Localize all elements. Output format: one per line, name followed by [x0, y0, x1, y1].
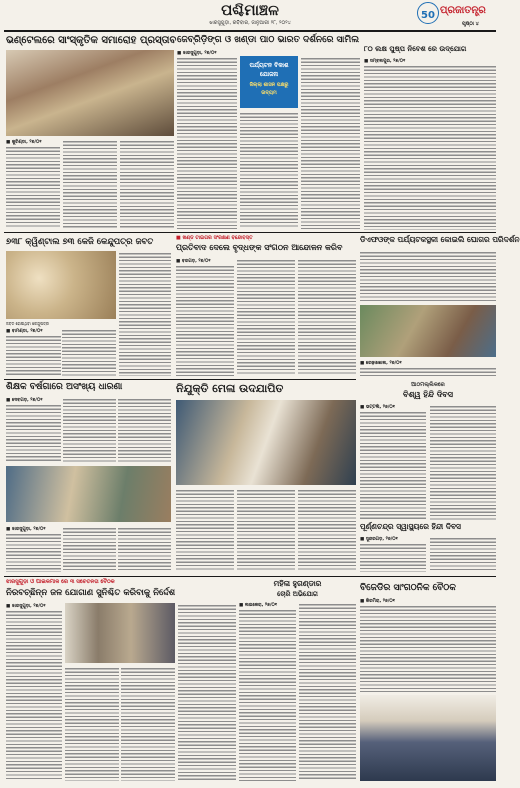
- byline-s11: ■ ଝାରସୁଗୁଡ଼ା, ୨୭/୦୧: [6, 604, 46, 609]
- photo-s8-side: [6, 466, 171, 522]
- body-s8-col5: [237, 488, 295, 572]
- body-s11-col4: [178, 603, 236, 781]
- photo-s13: [360, 695, 496, 781]
- body-s2-col3: [301, 56, 360, 229]
- byline-s9: ■ ଭଟ୍ଟଲି, ୨୭/୦୧: [360, 405, 396, 410]
- body-s11-col2: [65, 666, 119, 781]
- body-s6-top: [360, 250, 496, 302]
- body-s8-col6: [298, 488, 356, 572]
- anniversary-logo: 50: [417, 2, 439, 24]
- body-s5-col1: [176, 264, 234, 376]
- byline-s5: ■ ବରଗଡ଼, ୨୭/୦୧: [176, 259, 211, 264]
- photo-s4: [6, 251, 116, 319]
- headline-s4: ୭୩୮ କ୍ୱିଣ୍ଟାଲ ୭୩ କେଜି କେନ୍ଦୁପତ୍ର ଜବତ: [6, 237, 154, 247]
- headline-s8: ନିଯୁକ୍ତି ମେଳା ଉଦଯାପିତ: [176, 382, 284, 395]
- body-s4-col1: [6, 334, 61, 376]
- body-s11-col3: [121, 666, 175, 781]
- photo-s1: [6, 50, 174, 136]
- body-s8-col2: [63, 526, 116, 572]
- byline-s7: ■ ଦେବଗଡ଼, ୨୭/୦୧: [6, 398, 43, 403]
- byline-s12: ■ ଲଇକେରା, ୨୭/୦୧: [239, 603, 278, 608]
- row-rule-2: [4, 379, 356, 380]
- headline-s11: ନିରବଚ୍ଛିନ୍ନ ଜଳ ଯୋଗାଣ ସୁନିଶ୍ଚିତ କରିବାକୁ ନିର୍ଦ୍ଦେଶ: [6, 588, 176, 598]
- body-s1-col1: [6, 145, 60, 229]
- byline-s8: ■ ଝାରସୁଗୁଡ଼ା, ୨୭/୦୧: [6, 527, 46, 532]
- kicker-s9: ଆଠମଲ୍ଲିକରେ: [411, 382, 445, 388]
- headline-s5: ପ୍ରତିବାଦ ଦେଲେ ବୃଦ୍ଧଙ୍କ ସଂଗଠନ ଆନ୍ଦୋଳନ କରିବ: [176, 243, 343, 252]
- byline-s4: ■ ବାମଣ୍ଡା, ୨୭/୦୧: [6, 329, 43, 334]
- body-s7-col3: [118, 397, 171, 463]
- subhead-s12: ଚୋରି ଅଭିଯୋଗ: [277, 590, 318, 598]
- body-s1-col3: [120, 139, 174, 229]
- headline-s6: ଡିଏଫଓଙ୍କ ପର୍ଯ୍ୟଟକସ୍ଥଳୀ କୋଇଲି ଘୋଗର ପରିଦର୍ଶନ: [360, 235, 520, 244]
- masthead-rule: [4, 30, 496, 32]
- body-s3: [364, 64, 496, 230]
- headline-s2: ଜେବ୍ରିଡ଼ିଙ୍ଗ ଓ ଖଣ୍ଡା ପାଠ ଭାରତ ଦର୍ଶନରେ ସାମିଲ: [177, 35, 360, 45]
- headline-s7: ଶିକ୍ଷକ ବର୍ଷଗାରେ ଅସଂଖ୍ୟ ଧାରଣା: [6, 382, 123, 392]
- byline-s1: ■ କୁଚିଣ୍ଡା, ୨୭/୦୧: [6, 140, 42, 145]
- byline-s10: ■ ସୁନ୍ଦରଗଡ଼, ୨୭/୦୧: [360, 537, 398, 542]
- body-s11-col1: [6, 609, 62, 781]
- byline-s6: ■ ରେଢ଼ାଖୋଲ, ୨୭/୦୧: [360, 361, 402, 366]
- masthead: [0, 0, 500, 30]
- body-s10-col1: [360, 542, 426, 572]
- body-s8-col3: [118, 526, 171, 572]
- byline-s3: ■ ସମ୍ବଲପୁର, ୨୭/୦୧: [364, 59, 406, 64]
- body-s9-col2: [430, 404, 496, 520]
- body-s12-col1: [239, 608, 296, 781]
- body-s13: [360, 604, 496, 692]
- body-s2-col1: [177, 56, 237, 229]
- body-s12-col2: [299, 602, 356, 781]
- headline-s1: ଭଣ୍ଟେଲରେ ସାଂସ୍କୃତିକ ସମାରୋହ ପ୍ରସ୍ତାବ: [6, 35, 177, 46]
- body-s10-col2: [430, 536, 496, 572]
- kicker-s11: ଝାରସୁଗୁଡ଼ା ଓ ପାଇକମାଳ ରେ ୩ ସଚେତନତା ବୈଠକ: [6, 579, 115, 585]
- body-s2-col2: [240, 111, 298, 229]
- photo-s6: [360, 305, 496, 357]
- body-s5-col2: [237, 258, 295, 376]
- body-s7-col2: [63, 397, 116, 463]
- photo-s8-main: [176, 400, 356, 485]
- body-s5-col3: [298, 258, 356, 376]
- section-title: ପଶ୍ଚିମାଞ୍ଚଳ: [221, 1, 279, 19]
- body-s4-col2: [119, 251, 171, 376]
- page-number: ପୃଷ୍ଠା ୪: [462, 21, 479, 27]
- highlight-box-s2: ପର୍ଯ୍ୟଟନ ବିକାଶ ଯୋଜନା ଜିଲ୍ଲା ଶାସନ ପକ୍ଷରୁ ଉଦ୍ୟମ: [240, 56, 298, 108]
- body-s8-col4: [176, 488, 234, 572]
- body-s4-col1b: [62, 328, 116, 376]
- body-s6-bottom: [360, 366, 496, 376]
- body-s8-col1: [6, 532, 61, 572]
- kicker-s5: ■ ଖଣ୍ଡ ଟାଇଗର ସଂରକ୍ଷଣ ବନ୍ଦୋବସ୍ତ: [176, 235, 253, 241]
- body-s7-col1: [6, 403, 61, 463]
- headline-s13: ବିଜେଡିର ସାଂଗଠନିକ ବୈଠକ: [360, 583, 456, 593]
- body-s9-col1: [360, 410, 426, 520]
- byline-s2: ■ ଝାରସୁଗୁଡ଼ା, ୨୭/୦୧: [177, 51, 217, 56]
- byline-s13: ■ କିରମିରା, ୨୭/୦୧: [360, 599, 396, 604]
- paper-logo: ପ୍ରଜାତନ୍ତ୍ର: [440, 5, 486, 16]
- headline-s10: ପୂର୍ଣ୍ଣଚନ୍ଦ୍ର ସ୍ୱାସ୍ଥ୍ୟରେ ହିନ୍ଦୀ ଦିବସ: [360, 522, 461, 531]
- headline-s12: ମହିଳା ହୁଗଣ୍ଡାର: [273, 579, 322, 588]
- dateline: ଝାରସୁଗୁଡ଼ା, ରବିବାର, ଜାନୁଆରୀ ୨୮, ୨୦୨୪: [209, 20, 291, 26]
- body-s1-col2: [63, 139, 117, 229]
- photo-s11: [65, 603, 175, 663]
- row-rule-1: [4, 232, 496, 233]
- headline-s3: ୮୦ ଲକ୍ଷ ପୁଷ୍ପ ନିବେଶ ରେ ଉଦ୍‌ଯୋଗ: [364, 45, 467, 53]
- headline-s9: ବିଶ୍ୱ ହିନ୍ଦି ଦିବସ: [403, 390, 453, 399]
- row-rule-3: [4, 576, 496, 577]
- caption-s4: ଜବତ ହୋଇଥିବା କେନ୍ଦୁପତ୍ର: [6, 321, 49, 326]
